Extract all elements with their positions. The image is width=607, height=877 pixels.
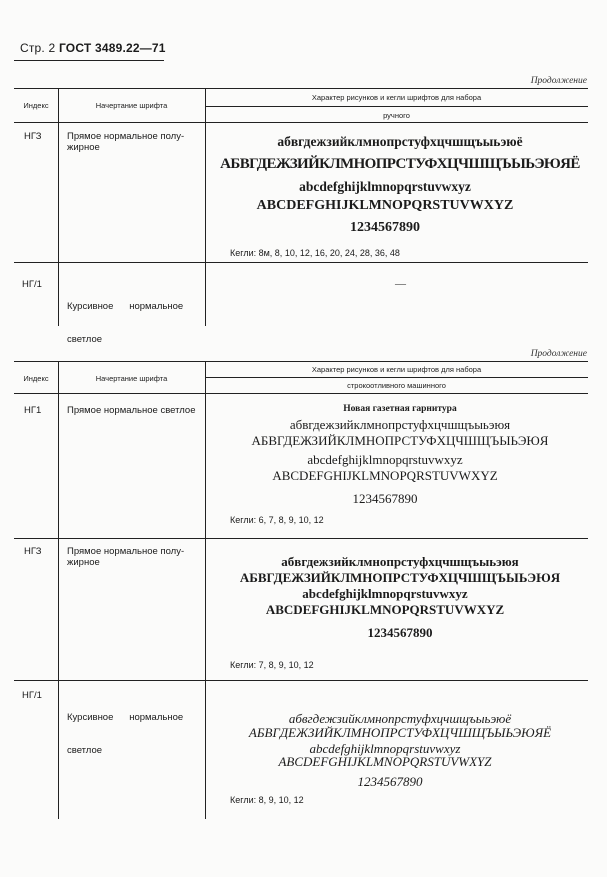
table2-th-character: Характер рисунков и кегли шрифтов для набора (311, 365, 482, 374)
page-header (20, 41, 166, 55)
table2-row1-sample-lower-cyr: абвгдежзийклмнопрстуфхцчшщъыьэюя (289, 417, 511, 432)
table1-row1-sample-lower-lat: abcdefghijklmnopqrstuvwxyz (299, 179, 471, 194)
header-rule (14, 60, 164, 61)
table2-row1-style: Прямое нормальное светлое (67, 405, 196, 416)
page-number: Стр. 2 (20, 41, 56, 55)
table1-row1-sample-upper-lat: ABCDEFGHIJKLMNOPQRSTUVWXYZ (256, 198, 514, 213)
table1-row2-style: Курсивное нормальное светлое (67, 301, 184, 345)
table2-row2-sample-lower-lat: abcdefghijklmnopqrstuvwxyz (302, 586, 468, 601)
table2-row3-style: Курсивное нормальное светлое (67, 712, 184, 756)
table1-top-rule (14, 88, 588, 89)
table1-row1-style: Прямое нормальное полу- жирное (67, 131, 185, 153)
table2-row3-sizes: Кегли: 8, 9, 10, 12 (230, 795, 304, 805)
table1-row1-sample-upper-cyr: АБВГДЕЖЗИЙКЛМНОПРСТУФХЦЧШЩЪЫЬЭЮЯЁ (220, 156, 580, 172)
table2-row3-sample-digits: 1234567890 (357, 774, 423, 789)
table1-th-style: Начертание шрифта (95, 101, 168, 110)
table1-header-rule (14, 122, 588, 123)
table2-row1-sample-lower-lat: abcdefghijklmnopqrstuvwxyz (307, 452, 463, 467)
table1-row1-sample-lower-cyr: абвгдежзийклмнопрстуфхцчшщъыьэюё (277, 134, 523, 149)
table1-th-character: Характер рисунков и кегли шрифтов для набора (311, 93, 482, 102)
table2-row3-sample-upper-lat: ABCDEFGHIJKLMNOPQRSTUVWXYZ (278, 754, 492, 769)
table2-row1-sizes: Кегли: 6, 7, 8, 9, 10, 12 (230, 515, 324, 525)
table1-subheader-rule (205, 106, 588, 107)
table1-th-index: Индекс (23, 101, 49, 110)
table2-row3-index: НГ/1 (22, 690, 42, 701)
table2-th-sub: строкоотливного машинного (347, 381, 446, 390)
table2-row1-sample-upper-cyr: АБВГДЕЖЗИЙКЛМНОПРСТУФХЦЧШЩЪЫЬЭЮЯ (251, 433, 549, 448)
table2-row2-sample-upper-cyr: АБВГДЕЖЗИЙКЛМНОПРСТУФХЦЧШЩЪЫЬЭЮЯ (239, 570, 561, 585)
table2-th-style: Начертание шрифта (95, 374, 168, 383)
table2-row1-rule (14, 538, 588, 539)
table2-top-rule (14, 361, 588, 362)
table2-row2-rule (14, 680, 588, 681)
table2-row1-sample-digits: 1234567890 (352, 491, 418, 506)
table2-col-rule-1 (58, 361, 59, 819)
table2-subheader-rule (205, 377, 588, 378)
table2-row2-sample-upper-lat: ABCDEFGHIJKLMNOPQRSTUVWXYZ (265, 602, 505, 617)
table1-row1-index: НГЗ (24, 131, 42, 142)
table1-row2-index: НГ/1 (22, 279, 42, 290)
table2-row2-index: НГЗ (24, 546, 42, 557)
table2-row3-sample-lower-cyr: абвгдежзийклмнопрстуфхцчшщъыьэюё (288, 711, 512, 726)
table2-row3-sample-upper-cyr: АБВГДЕЖЗИЙКЛМНОПРСТУФХЦЧШЩЪЫЬЭЮЯЁ (248, 725, 552, 740)
table2-row1-index: НГ1 (24, 405, 42, 416)
table2-continuation: Продолжение (530, 349, 587, 359)
table1-th-sub: ручного (383, 111, 410, 120)
table2-row1-typeface: Новая газетная гарнитура (343, 404, 457, 414)
table2-th-index: Индекс (23, 374, 49, 383)
table2-row2-sizes: Кегли: 7, 8, 9, 10, 12 (230, 660, 314, 670)
table1-row-rule (14, 262, 588, 263)
standard-number: ГОСТ 3489.22—71 (58, 41, 166, 55)
table1-col-rule-1 (58, 88, 59, 326)
table2-row1-sample-upper-lat: ABCDEFGHIJKLMNOPQRSTUVWXYZ (272, 468, 498, 483)
table1-row1-sample-digits: 1234567890 (350, 220, 420, 235)
table2-row3-sample-lower-lat: abcdefghijklmnopqrstuvwxyz (309, 741, 461, 756)
table2-header-rule (14, 393, 588, 394)
table2-row2-style: Прямое нормальное полу- жирное (67, 546, 185, 568)
table1-row1-sizes: Кегли: 8м, 8, 10, 12, 16, 20, 24, 28, 36, 48 (230, 248, 400, 258)
table2-row2-sample-lower-cyr: абвгдежзийклмнопрстуфхцчшщъыьэюя (281, 554, 519, 569)
table1-continuation: Продолжение (530, 76, 587, 86)
table1-row2-dash: — (395, 278, 406, 290)
table2-row2-sample-digits: 1234567890 (367, 625, 433, 640)
